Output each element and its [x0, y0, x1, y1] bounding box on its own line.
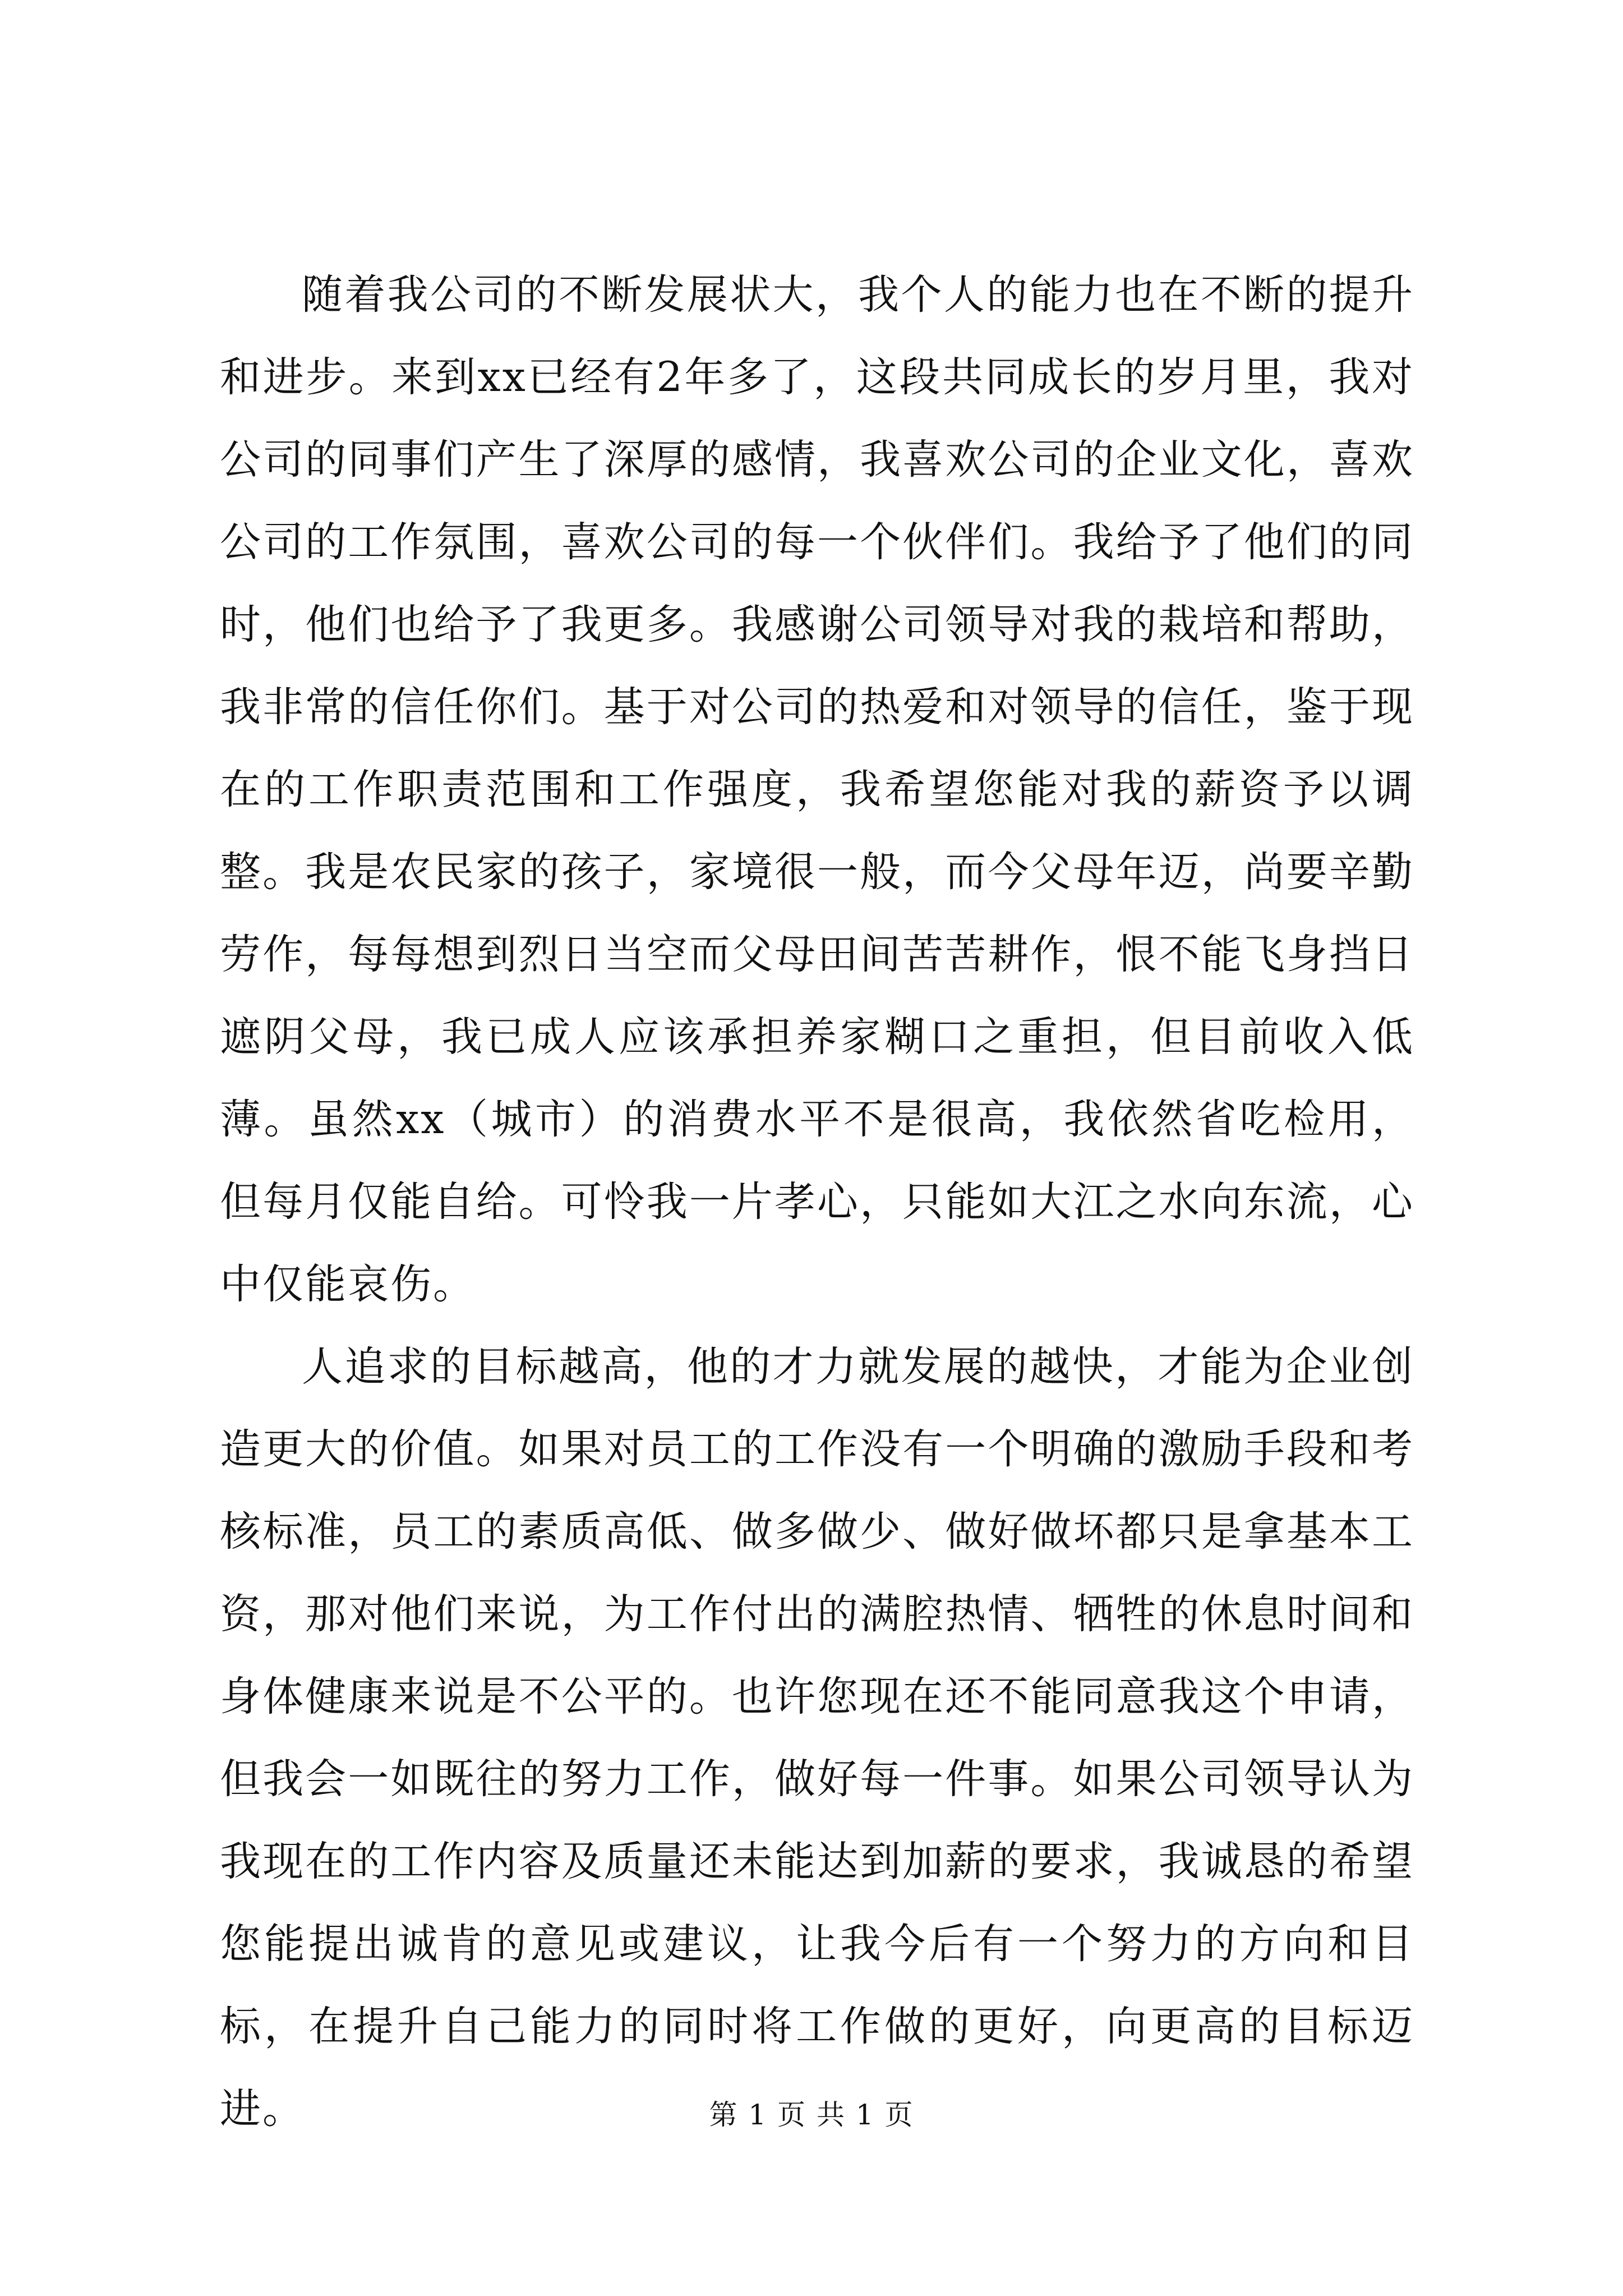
paragraph-2: 人追求的目标越高，他的才力就发展的越快，才能为企业创造更大的价值。如果对员工的工作没有一个明确的激励手段和考核标准，员工的素质高低、做多做少、做好做坏都只是拿基本工资，那对他们来说，为工作付出的满腔热情、牺牲的休息时间和身体健康来说是不公平的。也许您现在还不能同意我这个申请，但我会一如既往的努力工作，做好每一件事。如果公司领导认为我现在的工作内容及质量还未能达到加薪的要求，我诚恳的希望您能提出诚肯的意见或建议，让我今后有一个努力的方向和目标，在提升自己能力的同时将工作做的更好，向更高的目标迈进。 — [220, 1343, 1414, 2133]
page-number-footer: 第 1 页 共 1 页 — [709, 2099, 914, 2131]
paragraph-1: 随着我公司的不断发展状大，我个人的能力也在不断的提升和进步。来到xx已经有2年多了，这段共同成长的岁月里，我对公司的同事们产生了深厚的感情，我喜欢公司的企业文化，喜欢公司的工作氛围，喜欢公司的每一个伙伴们。我给予了他们的同时，他们也给予了我更多。我感谢公司领导对我的栽培和帮助，我非常的信任你们。基于对公司的热爱和对领导的信任，鉴于现在的工作职责范围和工作强度，我希望您能对我的薪资予以调整。我是农民家的孩子，家境很一般，而今父母年迈，尚要辛勤劳作，每每想到烈日当空而父母田间苦苦耕作，恨不能飞身挡日遮阴父母，我已成人应该承担养家糊口之重担，但目前收入低薄。虽然xx（城市）的消费水平不是很高，我依然省吃检用，但每月仅能自给。可怜我一片孝心，只能如大江之水向东流，心中仅能哀伤。 — [220, 271, 1414, 1308]
document-body — [220, 254, 1414, 2150]
